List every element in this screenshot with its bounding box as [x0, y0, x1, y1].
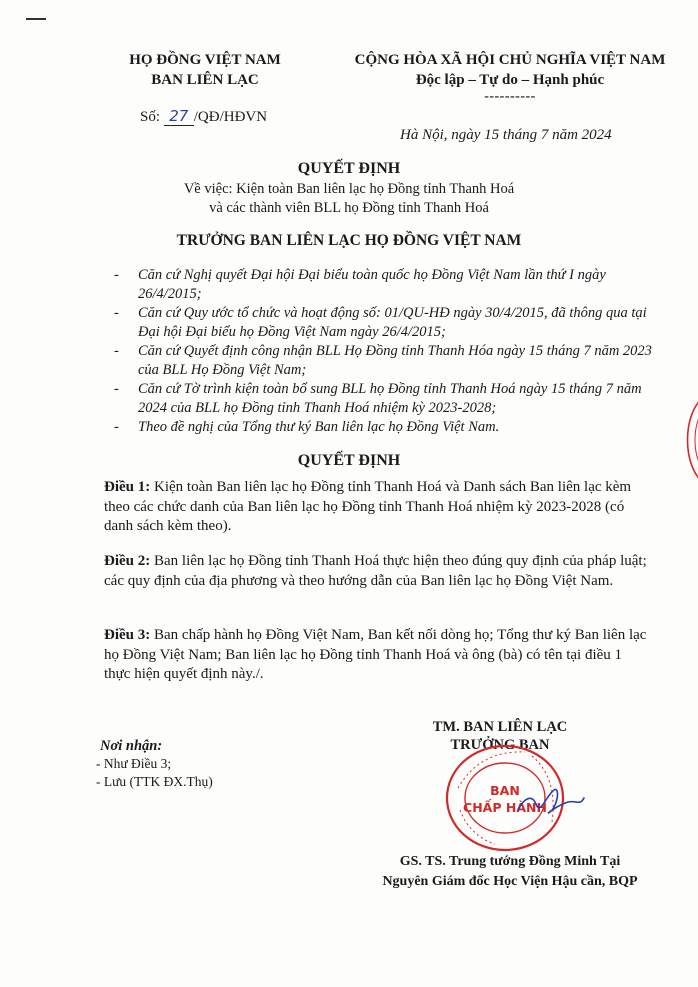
subject-line-2: và các thành viên BLL họ Đồng tỉnh Thanh Hoá — [209, 200, 489, 216]
recipient-item: - Như Điều 3; — [96, 756, 172, 771]
document-number-value: 27 — [164, 107, 194, 126]
document-number-suffix: /QĐ/HĐVN — [193, 109, 268, 125]
signer-block — [360, 852, 660, 892]
legal-basis-item: - Căn cứ Tờ trình kiện toàn bổ sung BLL họ Đồng tỉnh Thanh Hoá ngày 15 tháng 7 năm 2024 của BLL họ Đồng tỉnh Thanh Hoá nhiệm kỳ 2023-2028; — [114, 380, 654, 418]
subject-line-1: Về việc: Kiện toàn Ban liên lạc họ Đồng tỉnh Thanh Hoá — [183, 181, 515, 197]
article-label: Điều 1: — [104, 479, 151, 495]
article-1 — [104, 478, 652, 537]
authority-title: TRƯỞNG BAN LIÊN LẠC HỌ ĐỒNG VIỆT NAM — [176, 232, 522, 249]
legal-basis-item: - Theo đề nghị của Tổng thư ký Ban liên lạc họ Đồng Việt Nam. — [114, 418, 654, 437]
seal-text-bottom: CHẤP HÀNH — [463, 800, 547, 815]
recipient-item: - Lưu (TTK ĐX.Thụ) — [96, 774, 213, 789]
document-subject — [0, 180, 698, 218]
legal-basis-list — [114, 266, 654, 437]
article-text: Kiện toàn Ban liên lạc họ Đồng tỉnh Thanh Hoá và Danh sách Ban liên lạc kèm theo các chức danh của Ban liên lạc họ Đồng tỉnh Thanh Hoá nhiệm kỳ 2023-2028 (có danh sách kèm theo). — [104, 479, 632, 534]
signer-position: Nguyên Giám đốc Học Viện Hậu cần, BQP — [382, 874, 638, 889]
document-number — [140, 107, 267, 126]
article-text: Ban chấp hành họ Đồng Việt Nam, Ban kết nối dòng họ; Tổng thư ký Ban liên lạc họ Đồng Việt Nam; Ban liên lạc họ Đồng tỉnh Thanh Hoá và ông (bà) có tên tại điều 1 thực hiện quyết định này./. — [104, 627, 647, 682]
legal-basis-item: - Căn cứ Quy ước tổ chức và hoạt động số: 01/QU-HĐ ngày 30/4/2015, đã thông qua tại Đại hội Đại biểu họ Đồng Việt Nam ngày 26/4/2015; — [114, 304, 654, 342]
issue-date: Hà Nội, ngày 15 tháng 7 năm 2024 — [400, 127, 612, 143]
article-label: Điều 2: — [104, 553, 151, 569]
national-header — [330, 50, 690, 103]
legal-basis-item: - Căn cứ Nghị quyết Đại hội Đại biểu toàn quốc họ Đồng Việt Nam lần thứ I ngày 26/4/2015; — [114, 266, 654, 304]
signature-title: TRƯỞNG BAN — [450, 737, 550, 753]
country-name: CỘNG HÒA XÃ HỘI CHỦ NGHĨA VIỆT NAM — [354, 52, 666, 68]
signature-on-behalf: TM. BAN LIÊN LẠC — [432, 719, 568, 735]
article-text: Ban liên lạc họ Đồng tỉnh Thanh Hoá thực hiện theo đúng quy định của pháp luật; các quy định của địa phương và theo hướng dẫn của Ban liên lạc họ Đồng Việt Nam. — [104, 553, 647, 589]
document-title: QUYẾT ĐỊNH — [297, 160, 401, 177]
article-2 — [104, 552, 652, 591]
document-number-prefix: Số: — [140, 109, 161, 125]
article-label: Điều 3: — [104, 627, 151, 643]
seal-text-top: BAN — [490, 783, 520, 798]
edge-seal-fragment — [676, 395, 698, 485]
seal-ring-lettering — [460, 810, 495, 844]
legal-basis-item: - Căn cứ Quyết định công nhận BLL Họ Đồng tỉnh Thanh Hóa ngày 15 tháng 7 năm 2023 của BLL Họ Đồng Việt Nam; — [114, 342, 654, 380]
national-motto: Độc lập – Tự do – Hạnh phúc — [415, 72, 605, 88]
signer-name: GS. TS. Trung tướng Đồng Minh Tại — [399, 854, 621, 869]
motto-underline: ---------- — [484, 89, 536, 104]
article-3 — [104, 626, 652, 685]
issuer-unit: BAN LIÊN LẠC — [151, 72, 259, 88]
scan-mark — [26, 18, 46, 20]
handwritten-signature — [510, 776, 590, 826]
issuer-name: HỌ ĐỒNG VIỆT NAM — [129, 52, 281, 68]
recipients-title: Nơi nhận: — [100, 738, 163, 754]
decision-heading: QUYẾT ĐỊNH — [297, 452, 401, 469]
issuer-header — [100, 50, 310, 90]
